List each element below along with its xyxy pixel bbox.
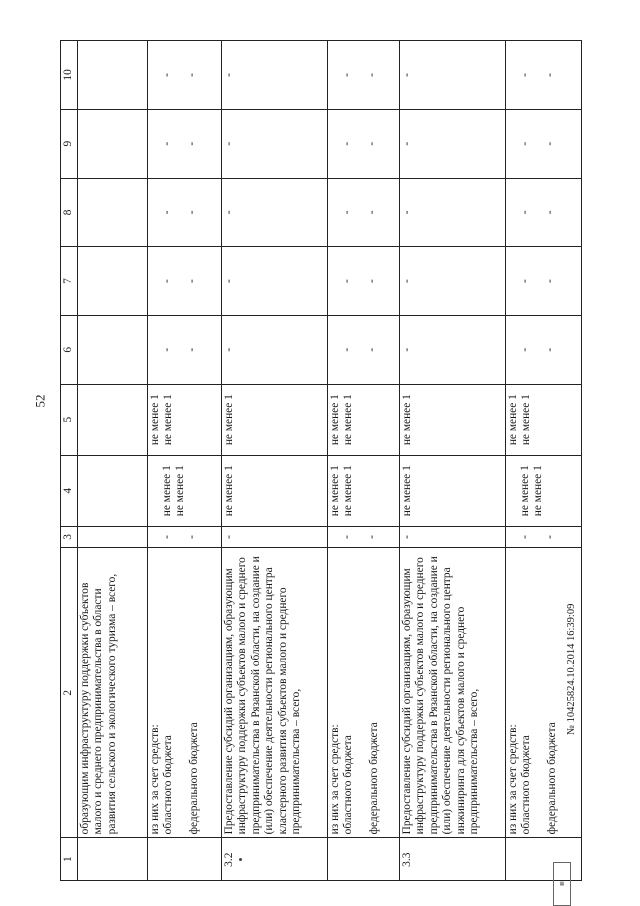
table-row [506,41,582,881]
cell-c4: не менее 1 [400,455,506,526]
cell-c6: - - [506,315,582,384]
cell-c5: не менее 1 [400,384,506,455]
column-header-row [61,41,78,881]
col-header-7: 7 [61,247,78,316]
cell-c3: - [400,526,506,547]
cell-c6: - [400,315,506,384]
col-header-2: 2 [61,548,78,838]
cell-c3: - - [148,526,222,547]
document-footer: № 10425824.10.2014 16:39:09 [566,603,577,735]
cell-c8: - [400,178,506,247]
table-row [148,41,222,881]
registration-stamp: ▦ [553,862,571,906]
row-sub-federal: федерального бюджета [187,722,200,835]
cell-c7: - [222,247,328,316]
table-row [400,41,506,881]
cell-c8: - - [506,178,582,247]
cell-c9: - [400,109,506,178]
col-header-3: 3 [61,526,78,547]
row-sub-regional: областного бюджета [342,735,355,835]
cell-c5: не менее 1 не менее 1 [328,384,400,455]
row-sub-heading: из них за счет средств: [329,724,341,835]
row-sub-regional: областного бюджета [520,735,533,835]
row-id: 3.3 [400,838,506,881]
page-number: 52 [32,394,48,408]
cell-c8 [78,178,148,247]
col-header-6: 6 [61,315,78,384]
row-sub-federal: федерального бюджета [367,722,380,835]
cell-c10: - [400,41,506,110]
row-id [328,838,400,881]
col-header-1: 1 [61,838,78,881]
cell-c4: не менее 1 [222,455,328,526]
cell-c7 [78,247,148,316]
row-sub-heading: из них за счет средств: [149,724,161,835]
cell-c7: - [400,247,506,316]
cell-c9: - - [328,109,400,178]
row-id [148,838,222,881]
cell-c9 [78,109,148,178]
cell-c6 [78,315,148,384]
cell-c10: - - [506,41,582,110]
cell-c3: - - [506,526,582,547]
row-description: Предоставление субсидий организациям, образующим инфраструктуру поддержки субъектов малого и среднего предпринимательства в Рязанской области, на создание и (или) обеспечение деятельности регионального центра кластерного развития субъектов малого и среднего предпринимательства – всего, [222,548,328,838]
col-header-9: 9 [61,109,78,178]
col-header-10: 10 [61,41,78,110]
table-row [328,41,400,881]
cell-c8: - - [328,178,400,247]
cell-c10: - [222,41,328,110]
col-header-5: 5 [61,384,78,455]
table-row [222,41,328,881]
cell-c4: не менее 1 не менее 1 [328,455,400,526]
cell-c7: - - [506,247,582,316]
cell-c5: не менее 1 не менее 1 [148,384,222,455]
row-description: Предоставление субсидий организациям, образующим инфраструктуру поддержки субъектов малого и среднего предпринимательства в Рязанской области, на создание и (или) обеспечение деятельности регионального центра инжиниринга для субъектов малого и среднего предпринимательства – всего, [400,548,506,838]
cell-c5 [78,384,148,455]
cell-c6: - [222,315,328,384]
cell-c7: - - [148,247,222,316]
cell-c10: - - [148,41,222,110]
cell-c9: - [222,109,328,178]
cell-c5: не менее 1 [222,384,328,455]
cell-c10 [78,41,148,110]
cell-c5: не менее 1 не менее 1 [506,384,582,455]
cell-c8: - [222,178,328,247]
row-description [328,548,400,838]
col-header-8: 8 [61,178,78,247]
cell-c6: - - [328,315,400,384]
table-row [78,41,148,881]
row-id [78,838,148,881]
cell-c7: - - [328,247,400,316]
cell-c3 [78,526,148,547]
cell-c4: не менее 1 не менее 1 [148,455,222,526]
cell-c3: - - [328,526,400,547]
cell-c8: - - [148,178,222,247]
row-description [148,548,222,838]
cell-c4 [78,455,148,526]
row-sub-heading: из них за счет средств: [507,724,519,835]
row-sub-regional: областного бюджета [162,735,175,835]
row-id: 3.2 [222,838,328,881]
cell-c3: - [222,526,328,547]
row-description: образующим инфраструктуру поддержки субъектов малого и среднего предпринимательства в области развития сельского и экологического туризма – всего, [78,548,148,838]
col-header-4: 4 [61,455,78,526]
cell-c10: - - [328,41,400,110]
row-sub-federal: федерального бюджета [545,722,558,835]
cell-c9: - - [148,109,222,178]
cell-c9: - - [506,109,582,178]
measures-table [60,40,582,881]
rotated-table-inner [60,40,580,881]
cell-c4: не менее 1 не менее 1 [506,455,582,526]
cell-c6: - - [148,315,222,384]
